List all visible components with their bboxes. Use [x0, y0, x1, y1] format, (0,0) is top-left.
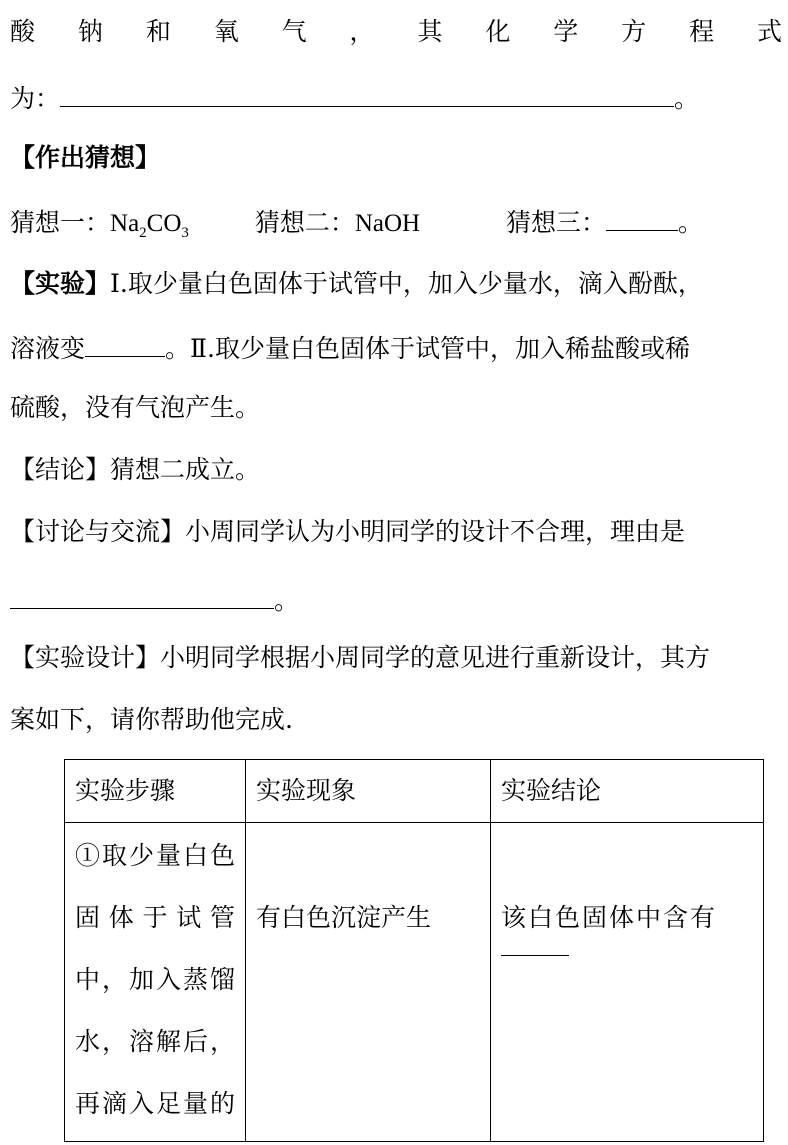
line1-char: ，	[349, 17, 375, 46]
guess1-label: 猜想一：	[10, 208, 111, 237]
line1-char: 气	[281, 17, 307, 46]
line1-char: 方	[621, 17, 647, 46]
guess3-label: 猜想三：	[506, 208, 607, 237]
line1-char: 学	[553, 17, 579, 46]
discussion-suffix: 。	[274, 586, 300, 615]
line1-char: 和	[145, 17, 171, 46]
header-steps: 实验步骤	[65, 760, 246, 823]
design-line-1: 【实验设计】小明同学根据小周同学的意见进行重新设计，其方	[10, 643, 711, 672]
design-line-2: 案如下，请你帮助他完成.	[10, 705, 293, 734]
experiment-text-1: Ⅰ.取少量白色固体于试管中，加入少量水，滴入酚酞，	[110, 269, 703, 298]
guess-heading: 【作出猜想】	[10, 143, 161, 172]
experiment-text-2-pre: 溶液变	[10, 334, 86, 363]
answer-blank-equation	[60, 80, 674, 107]
experiment-line-2	[10, 330, 782, 365]
line1-char: 化	[485, 17, 511, 46]
experiment-table	[64, 759, 764, 1142]
experiment-text-2-post: 。Ⅱ.取少量白色固体于试管中，加入稀盐酸或稀	[165, 334, 690, 363]
guesses-line	[10, 204, 782, 249]
experiment-line-1	[10, 268, 782, 300]
line1-char: 其	[417, 17, 443, 46]
guess2-formula: NaOH	[354, 210, 421, 237]
text-line-1	[10, 16, 782, 48]
line2-suffix: 。	[674, 84, 700, 113]
step-text: ①取少量白色 固体于试管 中，加入蒸馏 水，溶解后， 再滴入足量的	[75, 841, 235, 1118]
answer-blank-reason	[10, 582, 274, 609]
line2-prefix: 为：	[10, 84, 61, 113]
conclusion-line: 【结论】猜想二成立。	[10, 455, 261, 484]
guess1-formula: $Na_2CO_3$	[110, 210, 189, 241]
guess2-label: 猜想二：	[254, 208, 355, 237]
conclusion-cell	[491, 823, 764, 1142]
experiment-text-3: 硫酸，没有气泡产生。	[10, 393, 261, 422]
phenomenon-cell: 有白色沉淀产生	[246, 823, 491, 1142]
experiment-label: 【实验】	[10, 269, 111, 298]
experiment-line-3	[10, 392, 782, 424]
line1-char: 钠	[77, 17, 103, 46]
line1-char: 酸	[10, 17, 36, 46]
line1-char: 式	[756, 17, 782, 46]
text-line-2	[10, 80, 782, 115]
line1-char: 氧	[213, 17, 239, 46]
step-cell	[65, 823, 246, 1142]
discussion-line-1: 【讨论与交流】小周同学认为小明同学的设计不合理，理由是	[10, 517, 686, 546]
table-row	[65, 823, 764, 1142]
answer-blank-conclusion	[501, 949, 569, 956]
line1-char: 程	[689, 17, 715, 46]
answer-blank-guess3	[606, 204, 678, 231]
answer-blank-color	[85, 330, 165, 357]
discussion-line-2	[10, 582, 782, 617]
header-phenomenon: 实验现象	[246, 760, 491, 823]
conclusion-text: 该白色固体中含有	[501, 903, 718, 932]
table-header-row	[65, 760, 764, 823]
guess3-suffix: 。	[678, 208, 704, 237]
header-conclusion: 实验结论	[491, 760, 764, 823]
